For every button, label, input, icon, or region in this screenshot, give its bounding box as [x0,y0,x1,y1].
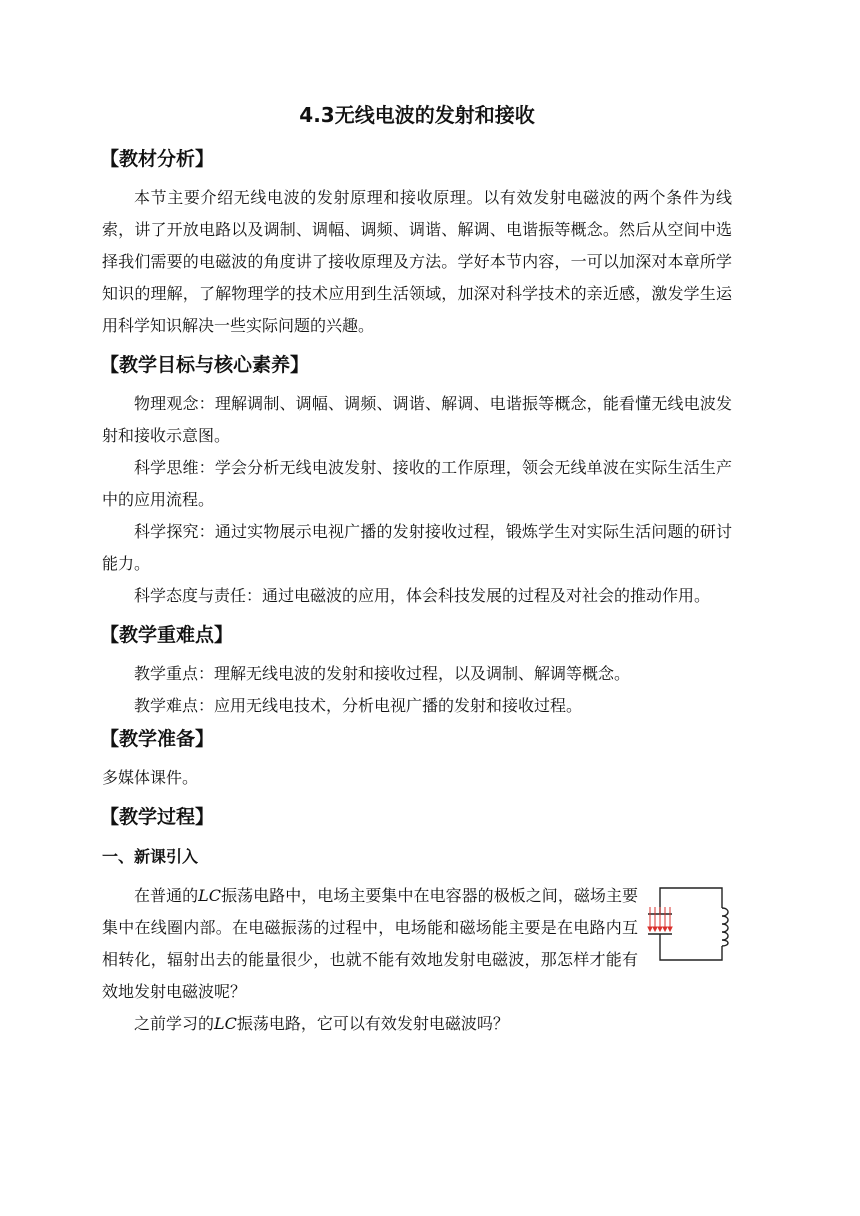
goal-item: 科学探究：通过实物展示电视广播的发射接收过程，锻炼学生对实际生活问题的研讨能力。 [102,522,732,573]
goal-item: 科学态度与责任：通过电磁波的应用，体会科技发展的过程及对社会的推动作用。 [134,586,711,605]
goal-item: 科学思维：学会分析无线电波发射、接收的工作原理，领会无线单波在实际生活生产中的应用流程。 [102,458,732,509]
difficult-point: 教学难点：应用无线电技术，分析电视广播的发射和接收过程。 [134,696,583,715]
inductor-coil [722,908,728,946]
goal-item: 物理观念：理解调制、调幅、调频、调谐、解调、电谐振等概念，能看懂无线电波发射和接收示意图。 [102,394,732,445]
key-point: 教学重点：理解无线电波的发射和接收过程，以及调制、解调等概念。 [134,664,631,683]
prep-text: 多媒体课件。 [102,768,199,787]
page-title: 4.3无线电波的发射和接收 [299,103,535,127]
intro-block [102,880,732,1008]
subheading-intro: 一、新课引入 [102,847,199,866]
analysis-paragraph: 本节主要介绍无线电波的发射原理和接收原理。以有效发射电磁波的两个条件为线索，讲了开放电路以及调制、调幅、调频、调谐、解调、电谐振等概念。然后从空间中选择我们需要的电磁波的角度讲了接收原理及方法。学好本节内容，一可以加深对本章所学知识的理解，了解物理学的技术应用到生活领域，加深对科学技术的亲近感，激发学生运用科学知识解决一些实际问题的兴趣。 [102,188,732,335]
heading-analysis: 【教材分析】 [100,148,215,170]
lc-symbol: LC [198,886,222,905]
electric-field-lines [648,907,672,931]
intro-paragraph: 在普通的LC振荡电路中，电场主要集中在电容器的极板之间，磁场主要集中在线圈内部。在电磁振荡的过程中，电场能和磁场能主要是在电路内互相转化，辐射出去的能量很少，也就不能有效地发射电磁波，那怎样才能有效地发射电磁波呢？ [102,886,638,1001]
lc-circuit-diagram [638,884,730,964]
document-page [102,100,732,1040]
circuit-wire [660,934,722,960]
lc-symbol: LC [214,1014,237,1033]
question-paragraph: 之前学习的LC振荡电路，它可以有效发射电磁波吗？ [134,1014,509,1033]
circuit-wire [660,888,722,908]
heading-keypoints: 【教学重难点】 [100,624,234,646]
heading-goals: 【教学目标与核心素养】 [100,354,310,376]
heading-process: 【教学过程】 [100,806,215,828]
heading-prep: 【教学准备】 [100,728,215,750]
